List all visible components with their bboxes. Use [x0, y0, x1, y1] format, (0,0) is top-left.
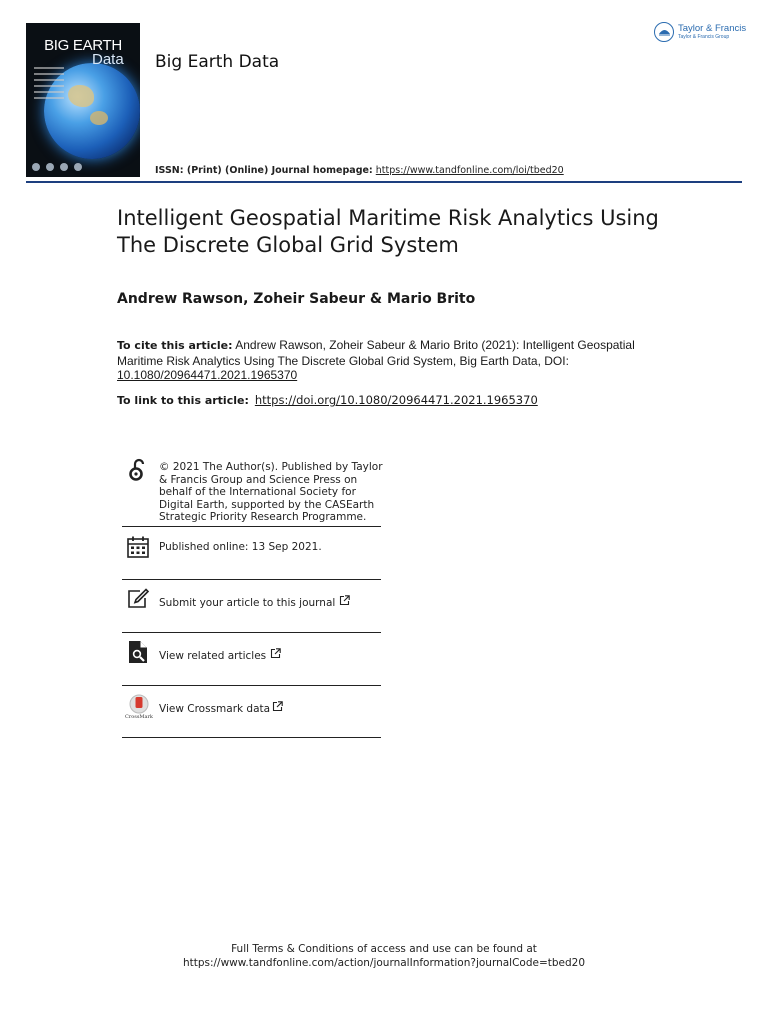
cover-subtitle: Data — [92, 51, 124, 68]
external-link-icon — [272, 701, 283, 717]
published-row — [122, 527, 381, 579]
header-divider — [26, 181, 742, 183]
publisher-sub: Taylor & Francis Group — [678, 33, 730, 40]
footer-terms-text: Full Terms & Conditions of access and use can be found at — [231, 943, 537, 955]
document-search-icon — [126, 639, 152, 665]
open-access-icon — [126, 457, 152, 483]
issn-line — [155, 165, 564, 176]
issn-text: ISSN: (Print) (Online) Journal homepage: — [155, 165, 373, 176]
external-link-icon — [339, 595, 350, 611]
citation-text: Andrew Rawson, Zoheir Sabeur & Mario Brito (2021): Intelligent Geospatial Maritime Risk Analytics Using The Discrete Global Grid System, Big Earth Data, DOI: — [117, 338, 635, 368]
divider — [122, 737, 381, 738]
related-articles-link[interactable]: View related articles — [159, 650, 267, 662]
crossmark-row[interactable] — [122, 686, 381, 736]
journal-name: Big Earth Data — [155, 52, 280, 72]
calendar-icon — [126, 535, 152, 561]
article-link-block — [117, 393, 538, 407]
publisher-logo-icon — [654, 22, 674, 42]
crossmark-logo-text: CrossMark — [125, 714, 153, 720]
footer-terms-link[interactable]: https://www.tandfonline.com/action/journalInformation?journalCode=tbed20 — [182, 957, 586, 969]
citation-label: To cite this article: — [117, 339, 233, 352]
crossmark-icon — [126, 694, 152, 720]
article-authors: Andrew Rawson, Zoheir Sabeur & Mario Brito — [117, 291, 476, 307]
citation-doi-link[interactable]: 10.1080/20964471.2021.1965370 — [117, 368, 298, 382]
article-title: Intelligent Geospatial Maritime Risk Analytics Using The Discrete Global Grid System — [117, 206, 659, 257]
copyright-text: © 2021 The Author(s). Published by Taylor & Francis Group and Science Press on behalf of the International Society for Digital Earth, supported by the CASEarth Strategic Priority Research Programme. — [159, 461, 383, 523]
footer — [0, 942, 768, 970]
link-label: To link to this article: — [117, 394, 249, 407]
external-link-icon — [270, 648, 281, 664]
open-access-row — [122, 455, 381, 525]
citation-block — [117, 338, 657, 383]
crossmark-link[interactable]: View Crossmark data — [159, 703, 271, 715]
edit-icon — [126, 587, 152, 613]
journal-cover-image — [26, 23, 140, 177]
related-articles-row[interactable] — [122, 633, 381, 685]
submit-article-link[interactable]: Submit your article to this journal — [159, 597, 336, 609]
published-date: Published online: 13 Sep 2021. — [159, 541, 322, 553]
publisher-logo[interactable] — [654, 22, 746, 42]
article-doi-link[interactable]: https://doi.org/10.1080/20964471.2021.1965370 — [254, 393, 538, 407]
journal-homepage-link[interactable]: https://www.tandfonline.com/loi/tbed20 — [375, 165, 564, 176]
submit-article-row[interactable] — [122, 580, 381, 632]
publisher-name: Taylor & Francis — [678, 23, 747, 35]
cover-title: BIG EARTH — [44, 37, 122, 54]
